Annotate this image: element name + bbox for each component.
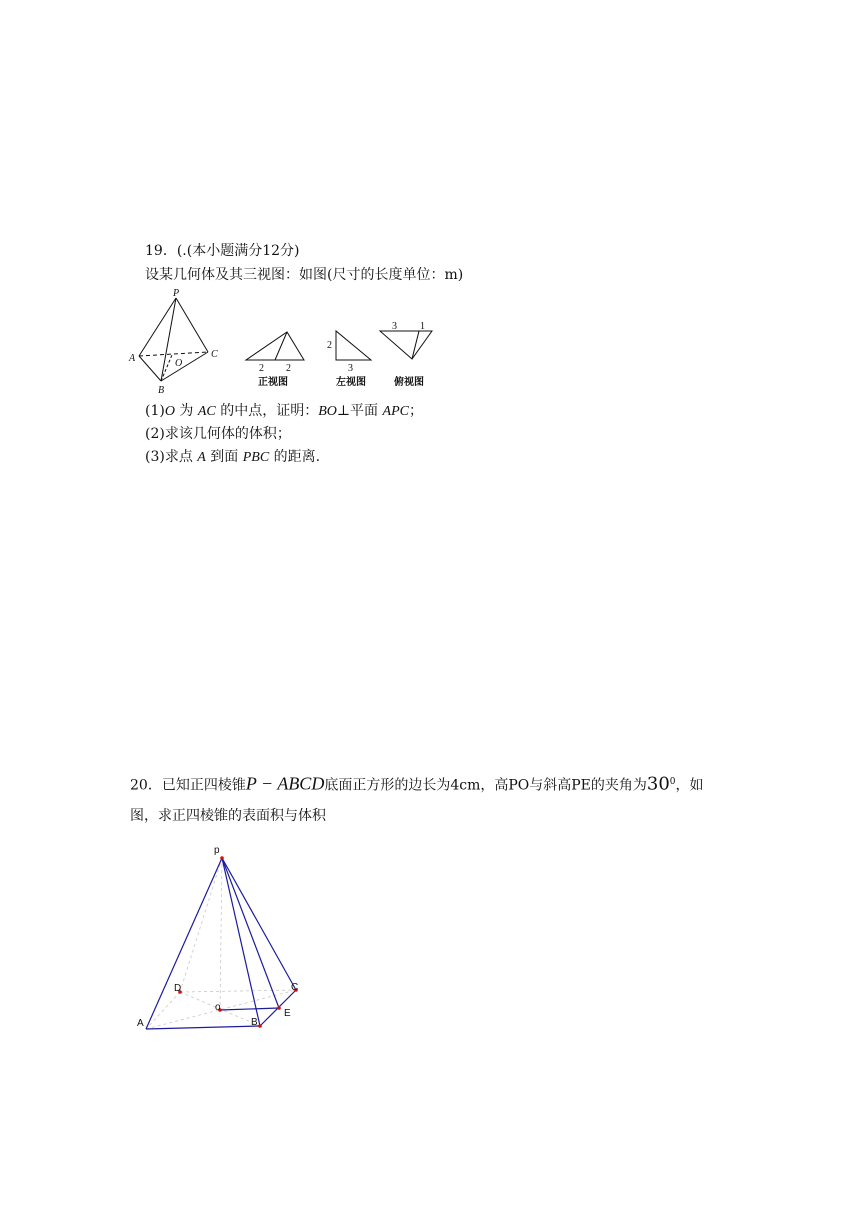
hidden-edges [146, 858, 299, 1029]
side-dim-height: 2 [327, 340, 332, 351]
front-dim-1: 2 [259, 363, 264, 374]
caption-side-view: 左视图 [336, 377, 366, 388]
label-A: A [129, 353, 136, 364]
top-dim-1: 3 [392, 321, 397, 332]
label-a: A [137, 1018, 144, 1029]
side-dim-width: 3 [348, 363, 353, 374]
q20-angle: 30 [646, 773, 670, 795]
label-b: B [251, 1017, 258, 1028]
label-P: P [173, 288, 180, 299]
label-o: o [215, 1002, 221, 1013]
q19-part1: (1)O 为 AC 的中点，证明：BO⊥平面 APC； [145, 403, 423, 419]
caption-front-view: 正视图 [258, 377, 288, 388]
label-d: D [174, 983, 182, 994]
q19-intro: 设某几何体及其三视图：如图(尺寸的长度单位：m) [145, 267, 464, 283]
top-dim-2: 1 [420, 321, 425, 332]
q20-formula: P − ABCD [245, 773, 325, 794]
q20-line2: 图，求正四棱锥的表面积与体积 [130, 808, 326, 824]
label-B: B [158, 385, 165, 396]
label-p: p [214, 845, 220, 856]
label-e: E [284, 1008, 291, 1019]
q20-line1: 20．已知正四棱锥P − ABCD底面正方形的边长为4cm，高PO与斜高PE的夹角为$30^0$，如 [130, 773, 704, 795]
label-O: O [175, 358, 183, 369]
q19-part2: (2)求该几何体的体积； [145, 426, 291, 442]
q19-header: 19．(.(本小题满分12分) [145, 243, 300, 259]
front-dim-2: 2 [286, 363, 291, 374]
caption-top-view: 俯视图 [394, 377, 424, 388]
label-C: C [211, 349, 218, 360]
label-c: C [291, 982, 299, 993]
q19-part3: (3)求点 A 到面 PBC 的距离. [145, 449, 321, 465]
vertex-points [178, 856, 298, 1028]
